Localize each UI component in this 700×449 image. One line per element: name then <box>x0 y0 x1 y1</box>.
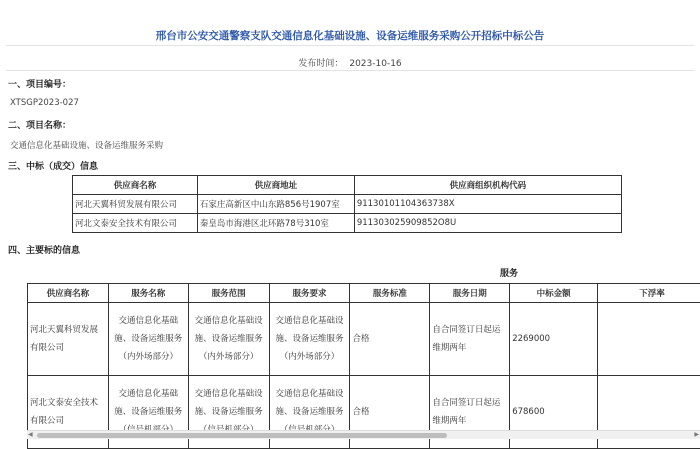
service-requirement-cell <box>269 303 350 376</box>
section-project-number: 一、项目编号： <box>8 77 71 90</box>
cell-line: 施、设备运维服务 <box>189 330 269 348</box>
column-header: 供应商组织机构代码 <box>354 176 621 195</box>
scroll-right-arrow-icon[interactable]: ▶ <box>694 431 699 439</box>
column-header: 供应商名称 <box>28 284 109 303</box>
date-divider <box>6 70 694 71</box>
supplier-name-cell <box>28 303 109 376</box>
cell-line: 交通信息化基础设 <box>189 312 269 330</box>
cell-line: 施、设备运维服务 <box>270 330 350 348</box>
supplier-address-cell: 石家庄高新区中山东路856号1907室 <box>197 195 354 214</box>
supplier-code-cell: 91130101104363738X <box>354 195 621 214</box>
column-header: 下浮率 <box>598 284 700 303</box>
column-header: 服务标准 <box>350 284 430 303</box>
cell-line: 交通信息化基础设 <box>270 385 350 403</box>
service-standard-cell: 合格 <box>350 303 430 376</box>
column-header: 中标金额 <box>510 284 598 303</box>
supplier-table <box>72 175 622 233</box>
cell-line: 维期两年 <box>432 412 509 430</box>
column-header: 服务日期 <box>430 284 510 303</box>
cell-line: 有限公司 <box>30 412 108 430</box>
award-amount-cell: 678600 <box>510 376 598 449</box>
publish-label: 发布时间： <box>298 59 343 69</box>
cell-line: （内外场部分） <box>109 348 188 366</box>
title-divider <box>6 45 694 46</box>
scrollbar-thumb[interactable] <box>37 433 447 438</box>
table-header-row <box>28 284 700 303</box>
cell-line: 施、设备运维服务 <box>189 403 269 421</box>
cell-line: 自合同签订日起运 <box>432 394 509 412</box>
cell-line: 河北天翼科贸发展 <box>30 321 108 339</box>
column-header: 供应商名称 <box>73 176 198 195</box>
cell-line: 交通信息化基础 <box>109 312 188 330</box>
column-header: 服务名称 <box>108 284 188 303</box>
publish-date: 2023-10-16 <box>349 59 401 69</box>
page-title: 邢台市公安交通警察支队交通信息化基础设施、设备运维服务采购公开招标中标公告 <box>0 28 700 43</box>
main-info-table <box>27 283 700 449</box>
supplier-name-cell: 河北文泰安全技术有限公司 <box>73 214 198 233</box>
service-scope-cell <box>188 303 269 376</box>
supplier-name-cell: 河北天翼科贸发展有限公司 <box>73 195 198 214</box>
service-date-cell <box>430 303 510 376</box>
publish-info <box>0 56 700 69</box>
cell-line: （内外场部分） <box>189 348 269 366</box>
supplier-code-cell: 911303025909852O8U <box>354 214 621 233</box>
supplier-address-cell: 秦皇岛市海港区北环路78号310室 <box>197 214 354 233</box>
table-row <box>73 195 622 214</box>
cell-line: 有限公司 <box>30 339 108 357</box>
cell-line: 施、设备运维服务 <box>270 403 350 421</box>
section-main-info: 四、主要标的信息 <box>8 243 80 256</box>
discount-rate-cell <box>598 303 700 376</box>
cell-line: 自合同签订日起运 <box>432 321 509 339</box>
cell-line: 维期两年 <box>432 339 509 357</box>
service-group-label: 服务 <box>500 266 518 279</box>
table-header-row <box>73 176 622 195</box>
column-header: 服务要求 <box>269 284 350 303</box>
cell-line: 交通信息化基础 <box>109 385 188 403</box>
cell-line: 河北文泰安全技术 <box>30 394 108 412</box>
project-number-value: XTSGP2023-027 <box>10 98 79 108</box>
section-project-name: 二、项目名称： <box>8 118 71 131</box>
project-name-value: 交通信息化基础设施、设备运维服务采购 <box>10 139 163 151</box>
scroll-left-arrow-icon[interactable]: ◀ <box>28 431 33 439</box>
cell-line: 交通信息化基础设 <box>270 312 350 330</box>
service-name-cell <box>108 303 188 376</box>
section-winner-info: 三、中标（成交）信息 <box>8 159 98 172</box>
award-amount-cell: 2269000 <box>510 303 598 376</box>
column-header: 供应商地址 <box>197 176 354 195</box>
cell-line: 交通信息化基础设 <box>189 385 269 403</box>
column-header: 服务范围 <box>188 284 269 303</box>
table-row <box>28 303 700 376</box>
cell-line: 施、设备运维服务 <box>109 330 188 348</box>
cell-line: 施、设备运维服务 <box>109 403 188 421</box>
service-standard-cell: 合格 <box>350 376 430 449</box>
cell-line: （内外场部分） <box>270 348 350 366</box>
table-row <box>73 214 622 233</box>
